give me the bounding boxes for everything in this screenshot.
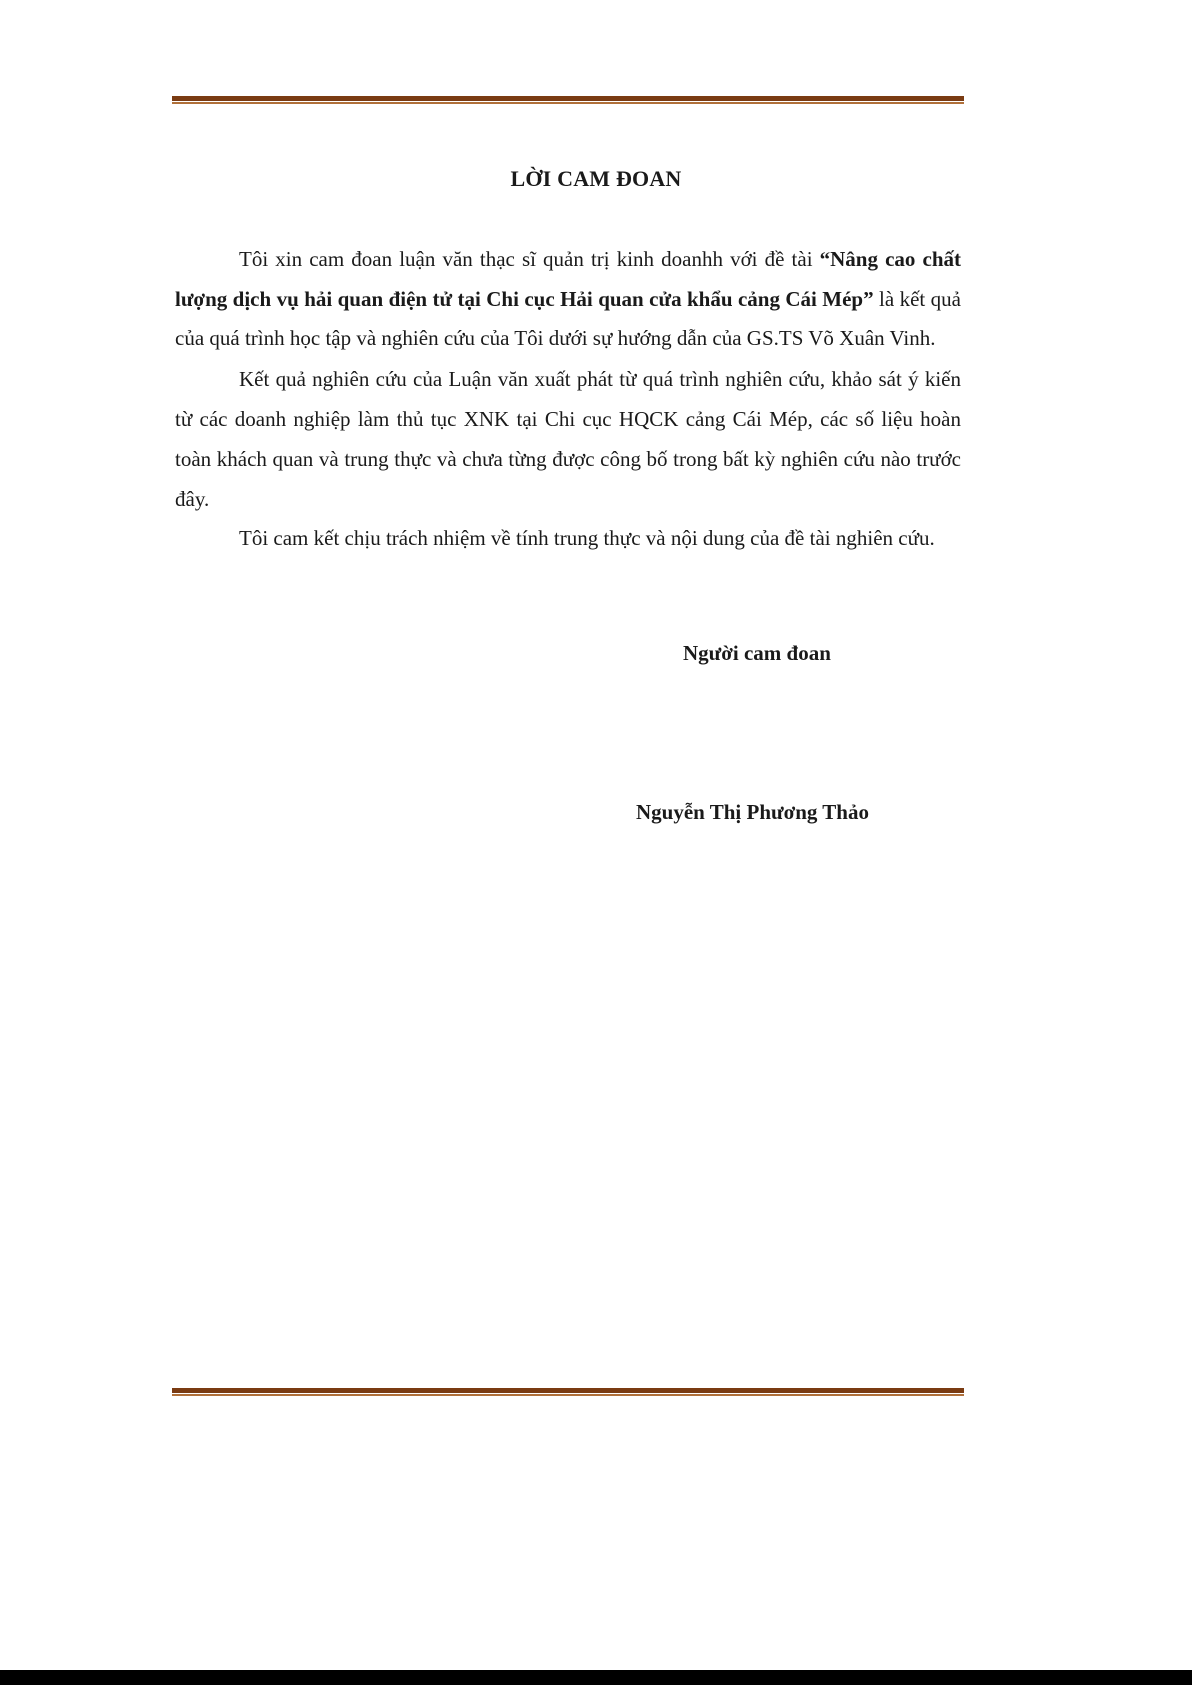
paragraph-1-rest: là kết quả của quá trình học tập và nghiên cứu của Tôi dưới sự hướng dẫn của GS.TS Võ Xuân Vinh. xyxy=(175,286,961,350)
paragraph-1-intro: Tôi xin cam đoan luận văn thạc sĩ quản trị kinh doanhh với đề tài xyxy=(239,247,820,271)
declaration-body xyxy=(175,240,961,558)
paragraph-2: Kết quả nghiên cứu của Luận văn xuất phát từ quá trình nghiên cứu, khảo sát ý kiến từ các doanh nghiệp làm thủ tục XNK tại Chi cục HQCK cảng Cái Mép, các số liệu hoàn toàn khách quan và trung thực và chưa từng được công bố trong bất kỳ nghiên cứu nào trước đây. xyxy=(175,366,961,511)
signer-label: Người cam đoan xyxy=(683,641,831,665)
bottom-border-rule xyxy=(172,1388,964,1396)
paragraph-3: Tôi cam kết chịu trách nhiệm về tính trung thực và nội dung của đề tài nghiên cứu. xyxy=(239,525,935,550)
signer-name: Nguyễn Thị Phương Thảo xyxy=(636,800,869,824)
top-border-thin-line xyxy=(172,102,964,104)
page-title: LỜI CAM ĐOAN xyxy=(510,166,682,191)
viewer-bottom-edge xyxy=(0,1670,1192,1685)
paragraph-1 xyxy=(175,240,961,359)
thesis-topic: “Nâng cao chất lượng dịch vụ hải quan điện tử tại Chi cục Hải quan cửa khẩu cảng Cái Mép” xyxy=(175,247,961,311)
bottom-border-thin-line xyxy=(172,1394,964,1396)
top-border-rule xyxy=(172,96,964,104)
